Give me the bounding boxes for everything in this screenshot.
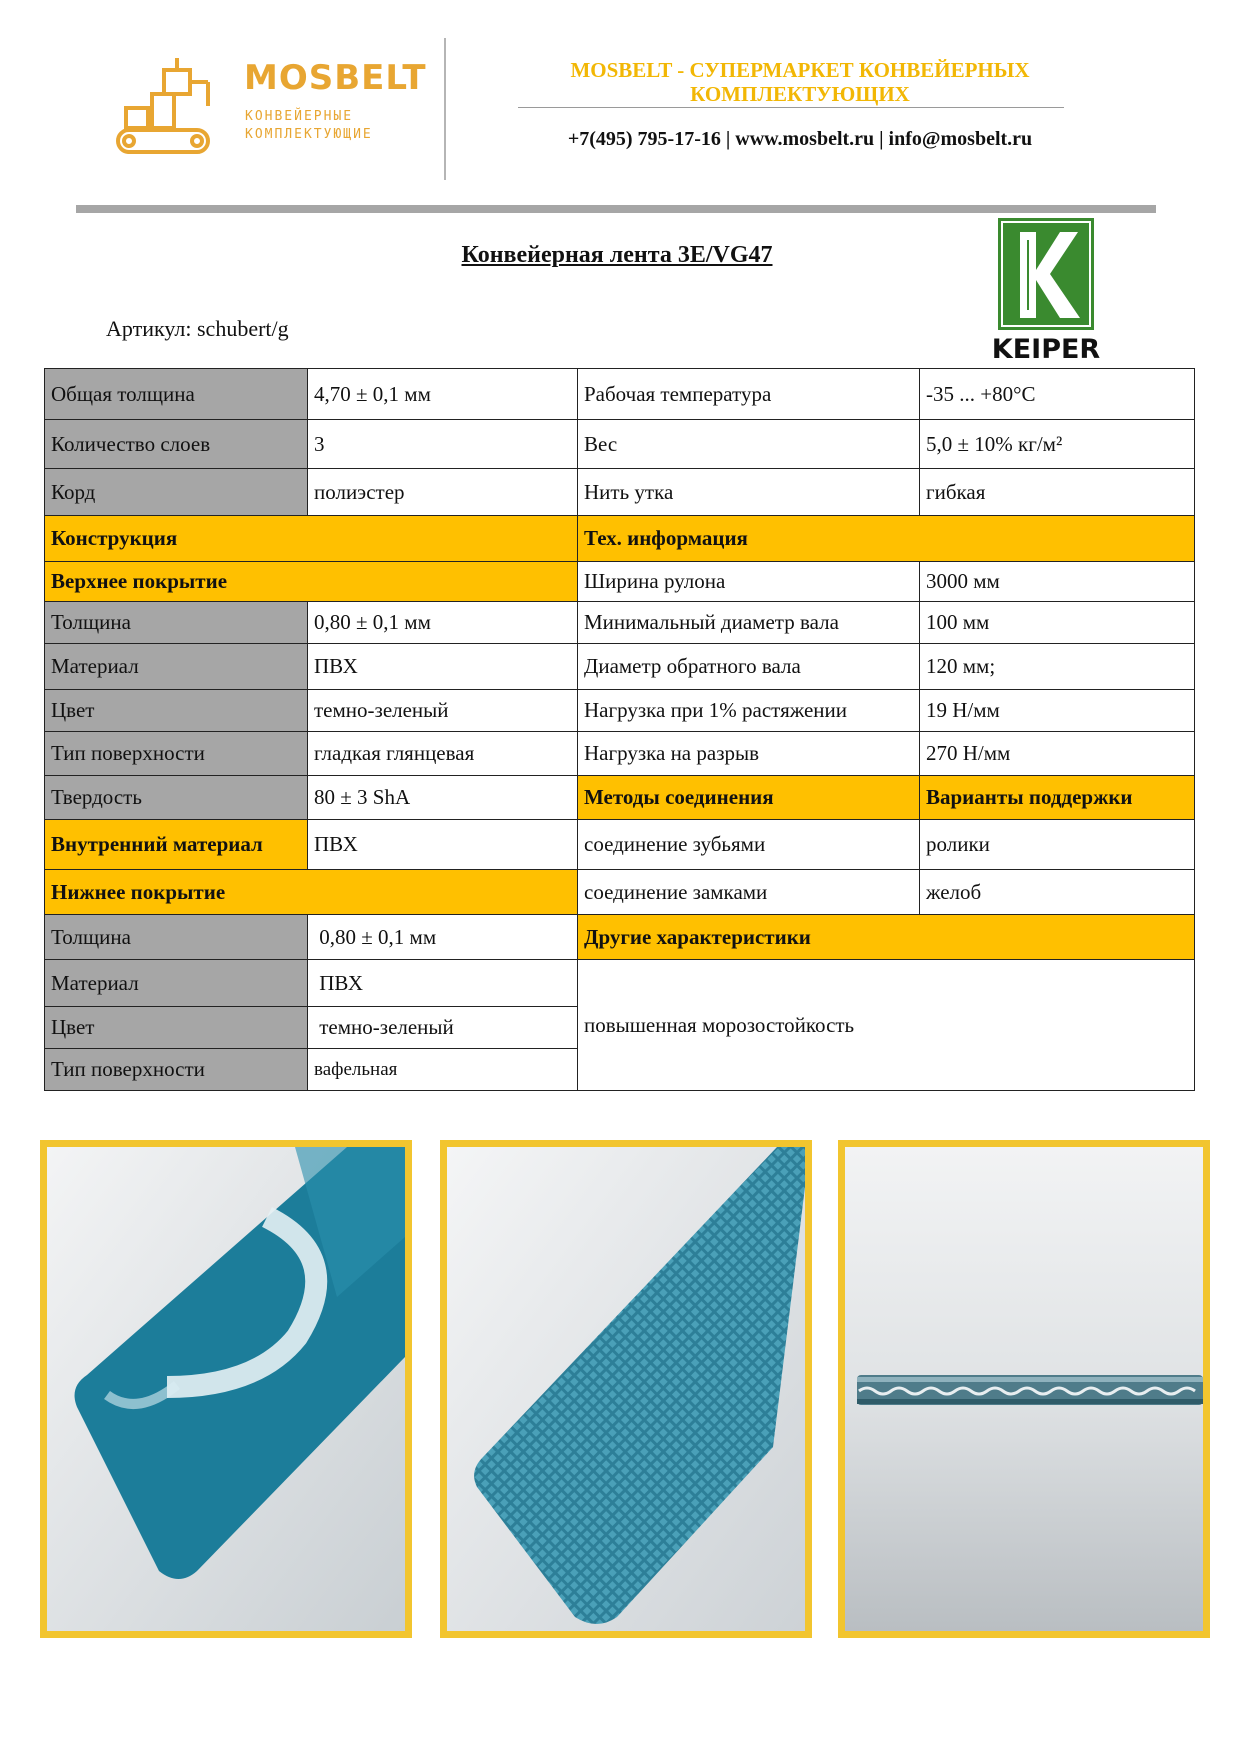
label-cell: Толщина — [45, 602, 308, 644]
label-cell: Корд — [45, 469, 308, 516]
value-cell: 80 ± 3 ShA — [308, 776, 578, 820]
table-row — [45, 960, 1195, 1007]
other-characteristics-value: повышенная морозостойкость — [578, 960, 1195, 1091]
value-cell: 4,70 ± 0,1 мм — [308, 369, 578, 420]
label-cell: Общая толщина — [45, 369, 308, 420]
label-cell: Тип поверхности — [45, 1049, 308, 1091]
contacts[interactable]: +7(495) 795-17-16 | www.mosbelt.ru | info@mosbelt.ru — [567, 128, 1033, 150]
value-cell: 0,80 ± 0,1 мм — [308, 915, 578, 960]
value-cell: полиэстер — [308, 469, 578, 516]
table-row — [45, 776, 1195, 820]
header-rule — [76, 205, 1156, 213]
value-cell: ПВХ — [308, 820, 578, 870]
value-cell: темно-зеленый — [308, 1007, 578, 1049]
brand-sub-line1: КОНВЕЙЕРНЫЕ — [245, 109, 354, 124]
value-cell: 0,80 ± 0,1 мм — [308, 602, 578, 644]
label-cell: Нить утка — [578, 469, 920, 516]
label-cell: Диаметр обратного вала — [578, 644, 920, 690]
table-row — [45, 469, 1195, 516]
section-header-support: Варианты поддержки — [920, 776, 1195, 820]
keiper-k-icon — [991, 218, 1101, 365]
list-item: соединение замками — [578, 870, 920, 915]
table-row — [45, 820, 1195, 870]
tagline-line1: MOSBELT - СУПЕРМАРКЕТ КОНВЕЙЕРНЫХ — [570, 58, 1030, 82]
section-header-other: Другие характеристики — [578, 915, 1195, 960]
conveyor-logo-icon — [112, 56, 222, 156]
label-cell: Толщина — [45, 915, 308, 960]
list-item: желоб — [920, 870, 1195, 915]
section-header-top-cover: Верхнее покрытие — [45, 562, 578, 602]
value-cell: вафельная — [308, 1049, 578, 1091]
article-number: Артикул: schubert/g — [106, 316, 289, 341]
value-cell: 3000 мм — [920, 562, 1195, 602]
mosbelt-logo — [112, 52, 427, 162]
table-row — [45, 516, 1195, 562]
section-header-bottom-cover: Нижнее покрытие — [45, 870, 578, 915]
label-cell: Нагрузка на разрыв — [578, 732, 920, 776]
value-cell: 3 — [308, 420, 578, 469]
label-cell: Количество слоев — [45, 420, 308, 469]
table-row — [45, 690, 1195, 732]
value-cell: 100 мм — [920, 602, 1195, 644]
table-row — [45, 870, 1195, 915]
label-cell: Ширина рулона — [578, 562, 920, 602]
section-header-construction: Конструкция — [45, 516, 578, 562]
brand-sub-line2: КОМПЛЕКТУЮЩИЕ — [245, 127, 373, 142]
table-row — [45, 915, 1195, 960]
label-cell: Вес — [578, 420, 920, 469]
label-cell: Твердость — [45, 776, 308, 820]
section-header-inner-material: Внутренний материал — [45, 820, 308, 870]
value-cell: ПВХ — [308, 644, 578, 690]
photo-bottom-surface — [440, 1140, 812, 1638]
label-cell: Рабочая температура — [578, 369, 920, 420]
label-cell: Минимальный диаметр вала — [578, 602, 920, 644]
section-header-joining: Методы соединения — [578, 776, 920, 820]
photo-top-surface — [40, 1140, 412, 1638]
photo-cross-section — [838, 1140, 1210, 1638]
value-cell: гладкая глянцевая — [308, 732, 578, 776]
page-title: Конвейерная лента 3E/VG47 — [461, 242, 773, 268]
value-cell: гибкая — [920, 469, 1195, 516]
list-item: соединение зубьями — [578, 820, 920, 870]
label-cell: Цвет — [45, 1007, 308, 1049]
table-row — [45, 420, 1195, 469]
value-cell: 5,0 ± 10% кг/м² — [920, 420, 1195, 469]
tagline-line2: КОМПЛЕКТУЮЩИХ — [690, 82, 910, 106]
label-cell: Цвет — [45, 690, 308, 732]
table-row — [45, 562, 1195, 602]
list-item: ролики — [920, 820, 1195, 870]
label-cell: Нагрузка при 1% растяжении — [578, 690, 920, 732]
table-row — [45, 369, 1195, 420]
tagline — [520, 58, 1080, 106]
brand-name: MOSBELT — [244, 58, 427, 98]
tagline-rule — [518, 107, 1064, 108]
section-header-tech: Тех. информация — [578, 516, 1195, 562]
value-cell: темно-зеленый — [308, 690, 578, 732]
value-cell: -35 ... +80°С — [920, 369, 1195, 420]
table-row — [45, 602, 1195, 644]
header-divider — [444, 38, 446, 180]
value-cell: 19 Н/мм — [920, 690, 1195, 732]
spec-table — [44, 368, 1195, 1091]
label-cell: Материал — [45, 960, 308, 1007]
value-cell: 270 Н/мм — [920, 732, 1195, 776]
table-row — [45, 732, 1195, 776]
label-cell: Материал — [45, 644, 308, 690]
keiper-logo — [991, 218, 1101, 365]
brand-subtitle — [245, 108, 373, 144]
table-row — [45, 644, 1195, 690]
label-cell: Тип поверхности — [45, 732, 308, 776]
value-cell: ПВХ — [308, 960, 578, 1007]
value-cell: 120 мм; — [920, 644, 1195, 690]
keiper-text: KEIPER — [991, 334, 1101, 365]
